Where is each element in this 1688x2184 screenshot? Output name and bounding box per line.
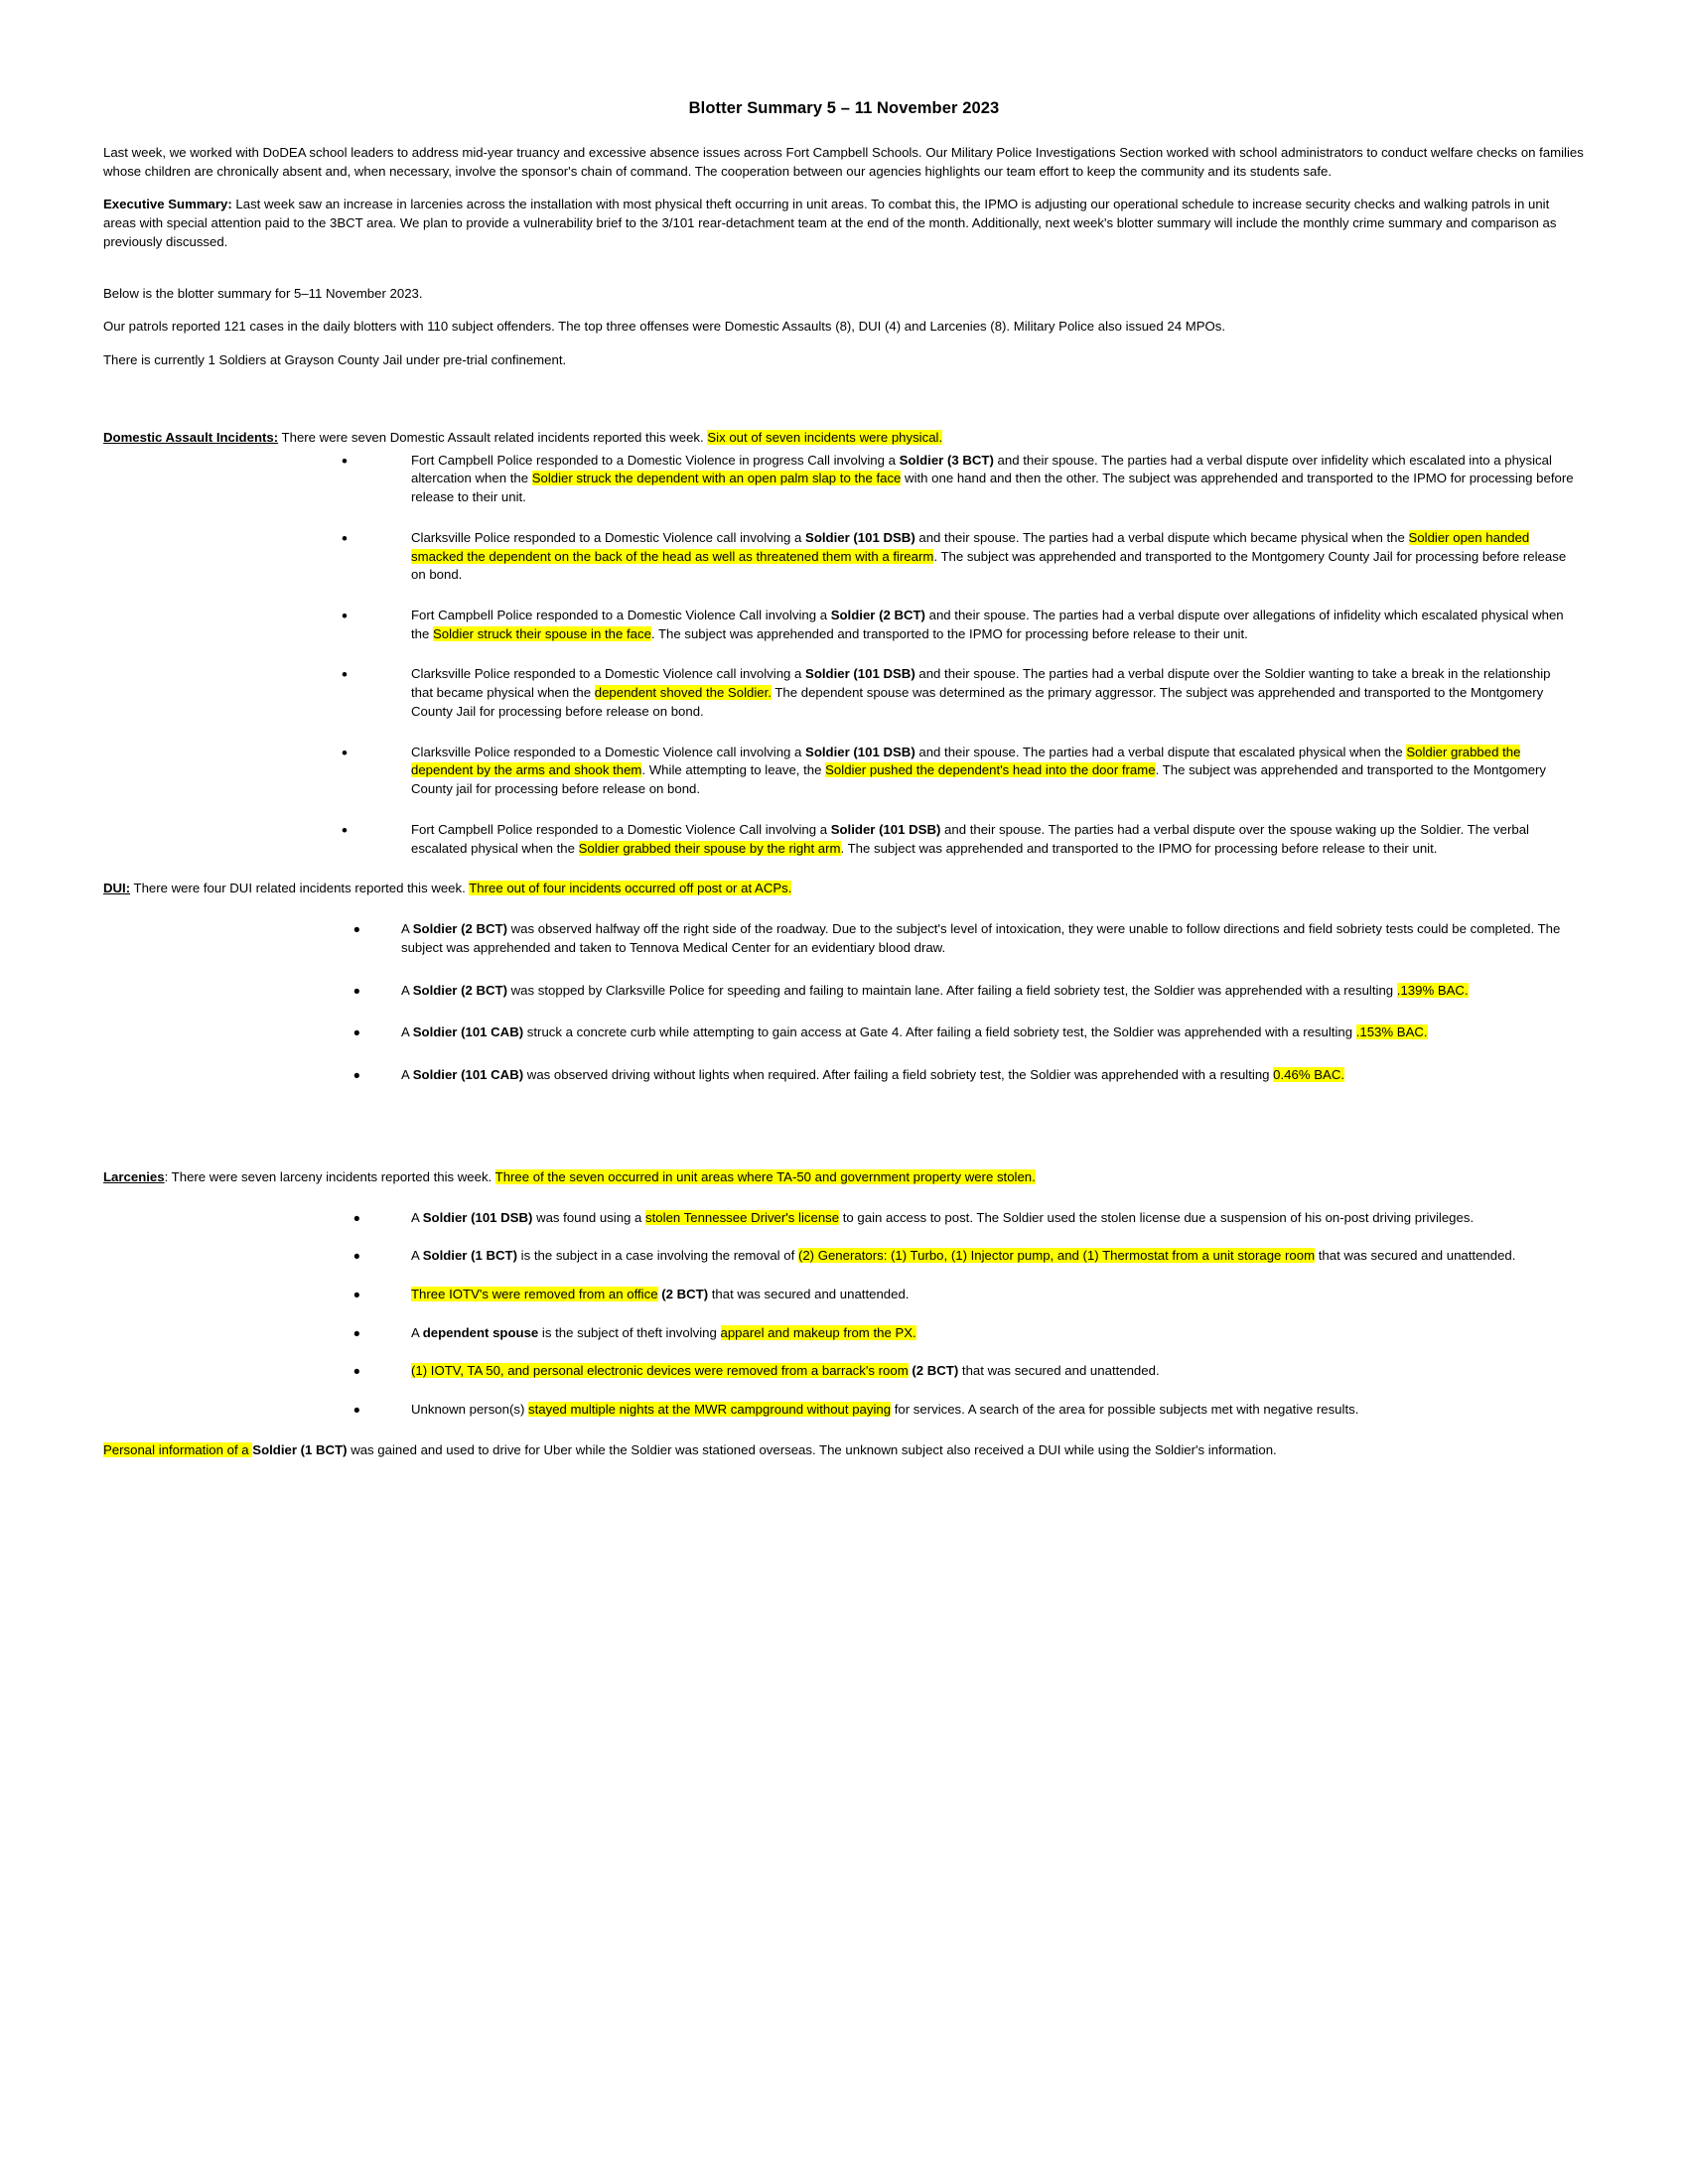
list-item	[103, 1286, 1585, 1304]
incident-highlight: 0.46% BAC.	[1273, 1067, 1345, 1083]
incident-text: . While attempting to leave, the	[641, 762, 826, 778]
incident-text: Clarksville Police responded to a Domestic Violence call involving a	[411, 666, 806, 682]
list-item	[103, 1362, 1585, 1381]
incident-subject: (2 BCT)	[661, 1286, 709, 1301]
domestic-assault-list	[103, 452, 1585, 859]
dui-heading-highlight: Three out of four incidents occurred off post or at ACPs.	[469, 881, 792, 896]
list-item	[103, 665, 1585, 721]
incident-highlight: .139% BAC.	[1396, 982, 1469, 998]
incident-text: A	[401, 982, 413, 998]
domestic-assault-heading-highlight: Six out of seven incidents were physical.	[707, 429, 943, 445]
page-title: Blotter Summary 5 – 11 November 2023	[688, 99, 1000, 117]
incident-text: to gain access to post. The Soldier used the stolen license due a suspension of his on-post driving privileges.	[839, 1209, 1475, 1225]
incident-subject: Soldier (101 CAB)	[412, 1024, 524, 1040]
incident-text: and their spouse. The parties had a verbal dispute which became physical when the	[914, 529, 1409, 545]
dui-heading	[103, 880, 1585, 898]
incident-subject: Soldier (1 BCT)	[422, 1248, 517, 1264]
incident-highlight: Soldier struck their spouse in the face	[433, 625, 651, 641]
domestic-assault-heading-label: Domestic Assault Incidents:	[103, 429, 279, 445]
incident-text: and their spouse. The parties had a verbal dispute that escalated physical when the	[914, 744, 1407, 759]
list-item	[103, 1066, 1585, 1085]
list-item	[103, 1324, 1585, 1343]
incident-subject: dependent spouse	[422, 1324, 539, 1340]
incident-text: and their spouse. The parties had a verbal dispute over infidelity which escalated into a physical altercation when the	[411, 452, 1552, 486]
list-item	[103, 1401, 1585, 1420]
executive-summary-text: Last week saw an increase in larcenies across the installation with most physical theft occurring in unit areas. To combat this, the IPMO is adjusting our operational schedule to increase security checks and walking patrols in unit areas with special attention paid to the 3BCT area. We plan to provide a vulnerability brief to the 3/101 rear-detachment team at the end of the month. Additionally, next week's blotter summary will include the monthly crime summary and comparison as previously discussed.	[103, 197, 1557, 249]
incident-highlight: stolen Tennessee Driver's license	[645, 1209, 840, 1225]
list-item	[103, 607, 1585, 643]
incident-text: A	[411, 1324, 423, 1340]
incident-highlight: (1) IOTV, TA 50, and personal electronic devices were removed from a barrack's room	[411, 1363, 909, 1379]
incident-text: . The subject was apprehended and transported to the IPMO for processing before release to their unit.	[840, 840, 1438, 856]
incident-text: and their spouse. The parties had a verbal dispute over the spouse waking up the Soldier. The verbal escalated physical when the	[411, 821, 1529, 856]
larcenies-heading	[103, 1168, 1585, 1187]
incident-highlight: apparel and makeup from the PX.	[720, 1324, 916, 1340]
incident-text: that was secured and unattended.	[1315, 1248, 1516, 1264]
list-item	[103, 920, 1585, 957]
list-item	[103, 982, 1585, 1001]
list-item	[103, 529, 1585, 585]
incident-text: Clarksville Police responded to a Domestic Violence call involving a	[411, 529, 806, 545]
incident-text: with one hand and then the other. The subject was apprehended and transported to the IPMO for processing before release to their unit.	[411, 471, 1574, 505]
final-note-text: was gained and used to drive for Uber while the Soldier was stationed overseas. The unknown subject also received a DUI while using the Soldier's information.	[347, 1441, 1277, 1457]
incident-highlight: Three IOTV's were removed from an office	[411, 1286, 658, 1301]
list-item	[103, 452, 1585, 507]
incident-highlight: .153% BAC.	[1355, 1024, 1428, 1040]
incident-text: is the subject in a case involving the removal of	[516, 1248, 798, 1264]
incident-subject: (2 BCT)	[912, 1363, 959, 1379]
incident-text: and their spouse. The parties had a verbal dispute over the Soldier wanting to take a break in the relationship that became physical when the	[411, 666, 1551, 701]
incident-subject: Soldier (101 DSB)	[805, 666, 915, 682]
larcenies-heading-label: Larcenies	[103, 1168, 165, 1184]
final-note-subject: Soldier (1 BCT)	[252, 1441, 348, 1457]
larcenies-heading-highlight: Three of the seven occurred in unit areas where TA-50 and government property were stolen.	[494, 1168, 1036, 1184]
final-note-highlight: Personal information of a	[103, 1441, 253, 1457]
incident-text: for services. A search of the area for possible subjects met with negative results.	[891, 1402, 1359, 1418]
incident-text: Clarksville Police responded to a Domestic Violence call involving a	[411, 744, 806, 759]
domestic-assault-heading	[103, 429, 1585, 448]
incident-text: Fort Campbell Police responded to a Domestic Violence Call involving a	[411, 608, 831, 623]
intro-paragraph: Last week, we worked with DoDEA school leaders to address mid-year truancy and excessive absence issues across Fort Campbell Schools. Our Military Police Investigations Section worked with school administrators to conduct welfare checks on families whose children are chronically absent and, when necessary, involve the sponsor's chain of command. The cooperation between our agencies highlights our team effort to keep the community and its students safe.	[103, 145, 1584, 179]
incident-highlight: Soldier struck the dependent with an open palm slap to the face	[531, 471, 902, 486]
incident-subject: Soldier (2 BCT)	[412, 921, 507, 937]
list-item	[103, 1247, 1585, 1266]
incident-text: that was secured and unattended.	[708, 1286, 910, 1301]
larcenies-list	[103, 1209, 1585, 1420]
incident-text: . The subject was apprehended and transported to the Montgomery County Jail for processing before release on bond.	[411, 548, 1567, 583]
incident-text: and their spouse. The parties had a verbal dispute over allegations of infidelity which escalated physical when the	[411, 608, 1564, 641]
stats-line: Our patrols reported 121 cases in the daily blotters with 110 subject offenders. The top three offenses were Domestic Assaults (8), DUI (4) and Larcenies (8). Military Police also issued 24 MPOs.	[103, 319, 1226, 335]
list-item	[103, 744, 1585, 799]
incident-text: . The subject was apprehended and transported to the IPMO for processing before release to their unit.	[650, 625, 1248, 641]
list-item	[103, 1209, 1585, 1228]
executive-summary-label: Executive Summary:	[103, 197, 232, 212]
incident-text: The dependent spouse was determined as the primary aggressor. The subject was apprehended and transported to the Montgomery County Jail for processing before release on bond.	[411, 685, 1544, 719]
incident-highlight: (2) Generators: (1) Turbo, (1) Injector pump, and (1) Thermostat from a unit storage room	[797, 1248, 1316, 1264]
dui-heading-text: There were four DUI related incidents reported this week.	[130, 881, 470, 896]
incident-highlight: stayed multiple nights at the MWR campground without paying	[528, 1402, 892, 1418]
incident-highlight: dependent shoved the Soldier.	[594, 685, 772, 701]
incident-subject: Soldier (101 DSB)	[422, 1209, 533, 1225]
incident-text: Fort Campbell Police responded to a Domestic Violence Call involving a	[411, 821, 831, 837]
incident-text: was found using a	[532, 1209, 646, 1225]
incident-text: A	[401, 1067, 413, 1083]
final-note	[103, 1441, 1585, 1460]
incident-highlight: Soldier open handed smacked the dependent on the back of the head as well as threatened them with a firearm	[411, 529, 1530, 564]
incident-subject: Soldier (3 BCT)	[899, 452, 994, 468]
dui-list	[103, 920, 1585, 1085]
incident-subject: Soldier (101 DSB)	[805, 529, 915, 545]
incident-text: A	[401, 1024, 413, 1040]
incident-text: is the subject of theft involving	[538, 1324, 721, 1340]
incident-subject: Soldier (101 CAB)	[412, 1067, 524, 1083]
list-item	[103, 821, 1585, 858]
incident-highlight: Soldier grabbed the dependent by the arms and shook them	[411, 744, 1521, 778]
incident-text: A	[411, 1209, 423, 1225]
below-line: Below is the blotter summary for 5–11 November 2023.	[103, 285, 423, 301]
incident-text: was stopped by Clarksville Police for speeding and failing to maintain lane. After failing a field sobriety test, the Soldier was apprehended with a resulting	[506, 982, 1397, 998]
dui-heading-label: DUI:	[103, 881, 131, 896]
incident-highlight: Soldier pushed the dependent's head into the door frame	[825, 762, 1156, 778]
incident-text: that was secured and unattended.	[958, 1363, 1160, 1379]
incident-highlight: Soldier grabbed their spouse by the right arm	[578, 840, 841, 856]
larcenies-heading-text: : There were seven larceny incidents reported this week.	[164, 1168, 495, 1184]
incident-subject: Solider (101 DSB)	[830, 821, 941, 837]
incident-text: . The subject was apprehended and transported to the Montgomery County jail for processing before release on bond.	[411, 762, 1547, 797]
incident-text: was observed driving without lights when required. After failing a field sobriety test, the Soldier was apprehended with a resulting	[523, 1067, 1274, 1083]
list-item	[103, 1024, 1585, 1042]
incident-subject: Soldier (101 DSB)	[805, 744, 915, 759]
incident-subject: Soldier (2 BCT)	[830, 608, 925, 623]
incident-text: A	[411, 1248, 423, 1264]
incident-subject: Soldier (2 BCT)	[412, 982, 507, 998]
incident-text: A	[401, 921, 413, 937]
incident-text: Fort Campbell Police responded to a Domestic Violence in progress Call involving a	[411, 452, 900, 468]
domestic-assault-heading-text: There were seven Domestic Assault related incidents reported this week.	[278, 429, 708, 445]
confinement-line: There is currently 1 Soldiers at Grayson County Jail under pre-trial confinement.	[103, 352, 567, 368]
incident-text: struck a concrete curb while attempting to gain access at Gate 4. After failing a field sobriety test, the Soldier was apprehended with a resulting	[523, 1024, 1356, 1040]
incident-text: was observed halfway off the right side of the roadway. Due to the subject's level of intoxication, they were unable to follow directions and field sobriety tests could be completed. The subject was apprehended and taken to Tennova Medical Center for an evidentiary blood draw.	[401, 921, 1561, 955]
executive-summary-paragraph	[103, 196, 1585, 251]
incident-text: Unknown person(s)	[411, 1402, 529, 1418]
